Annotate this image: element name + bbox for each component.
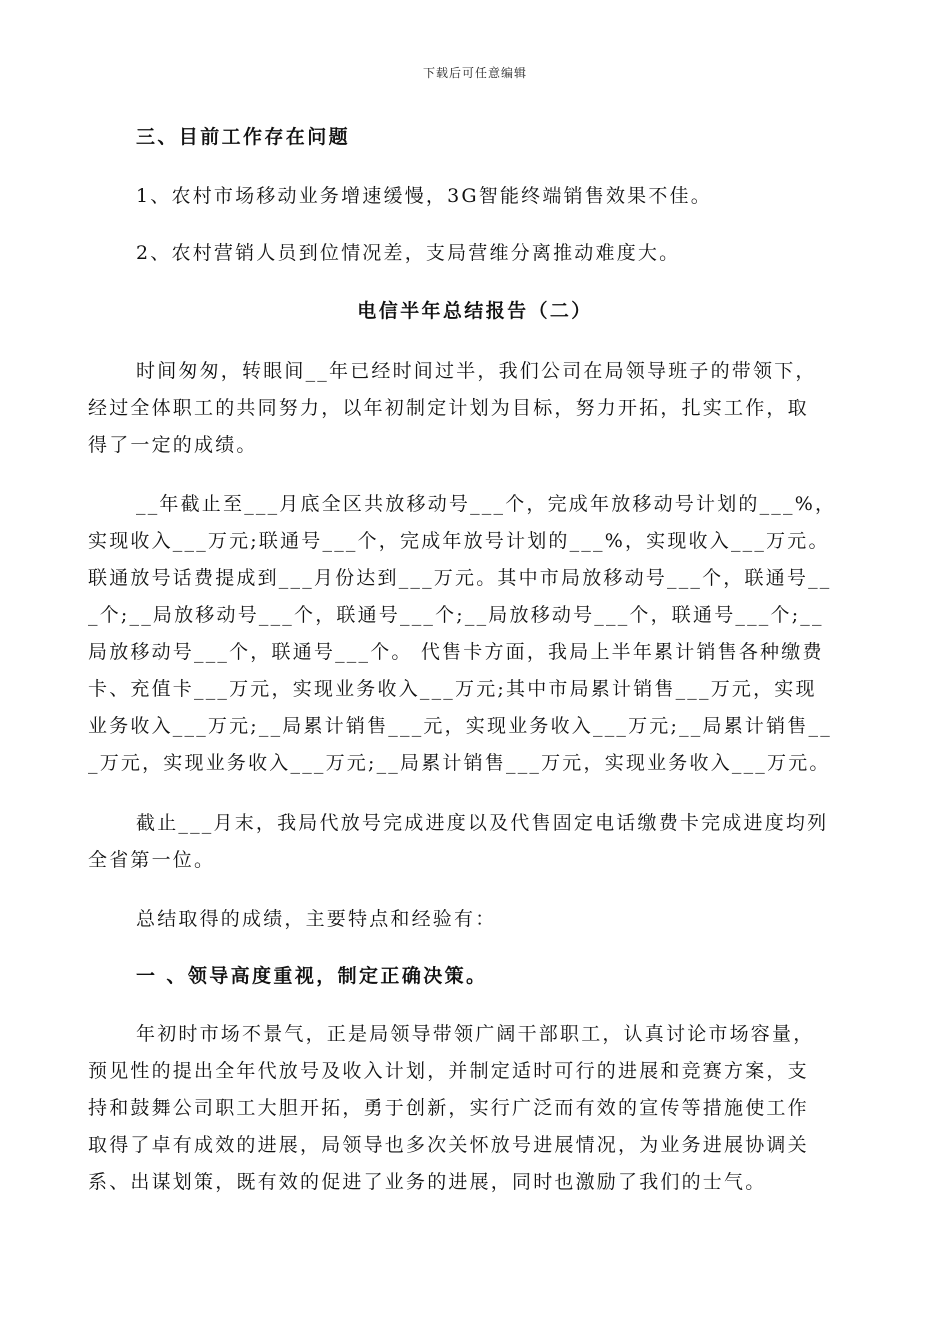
paragraph-line: 经过全体职工的共同努力，以年初制定计划为目标，努力开拓，扎实工作，取 (88, 397, 809, 419)
paragraph-line: 实现收入___万元;联通号___个，完成年放号计划的___%，实现收入___万元。 (88, 530, 830, 552)
paragraph-line: _万元，实现业务收入___万元;__局累计销售___万元，实现业务收入___万元。 (88, 752, 831, 774)
paragraph-line: 预见性的提出全年代放号及收入计划，并制定适时可行的进展和竞赛方案，支 (88, 1060, 809, 1082)
paragraph-line: 卡、充值卡___万元，实现业务收入___万元;其中市局累计销售___万元，实现 (88, 678, 817, 700)
paragraph-line: 截止___月末，我局代放号完成进度以及代售固定电话缴费卡完成进度均列 (136, 812, 829, 834)
paragraph-line: 持和鼓舞公司职工大胆开拓，勇于创新，实行广泛而有效的宣传等措施使工作 (88, 1097, 809, 1119)
paragraph-line: 系、出谋划策，既有效的促进了业务的进展，同时也激励了我们的士气。 (88, 1171, 767, 1193)
paragraph-line: 时间匆匆，转眼间__年已经时间过半，我们公司在局领导班子的带领下， (136, 360, 817, 382)
paragraph-line: 年初时市场不景气，正是局领导带领广阔干部职工，认真讨论市场容量， (136, 1023, 815, 1045)
paragraph-line: _个;__局放移动号___个，联通号___个;__局放移动号___个，联通号___个;__ (88, 604, 824, 626)
subheading: 一 、领导高度重视，制定正确决策。 (136, 965, 488, 987)
paragraph-line: __年截止至___月底全区共放移动号___个，完成年放移动号计划的___%， (136, 493, 837, 515)
paragraph-line: 局放移动号___个，联通号___个。 代售卡方面，我局上半年累计销售各种缴费 (88, 641, 824, 663)
paragraph-line: 全省第一位。 (88, 849, 216, 871)
paragraph-line: 总结取得的成绩，主要特点和经验有： (136, 908, 497, 930)
section-heading: 三、目前工作存在问题 (136, 126, 351, 148)
page-header: 下载后可任意编辑 (422, 66, 527, 80)
problem-item-1: 1、农村市场移动业务增速缓慢，3G智能终端销售效果不佳。 (136, 185, 712, 207)
paragraph-line: 联通放号话费提成到___月份达到___万元。其中市局放移动号___个，联通号__ (88, 567, 832, 589)
paragraph-line: 得了一定的成绩。 (88, 434, 258, 456)
problem-item-2: 2、农村营销人员到位情况差，支局营维分离推动难度大。 (136, 242, 681, 264)
report-title: 电信半年总结报告（二） (357, 300, 593, 322)
paragraph-line: 取得了卓有成效的进展，局领导也多次关怀放号进展情况，为业务进展协调关 (88, 1134, 809, 1156)
paragraph-line: 业务收入___万元;__局累计销售___元，实现业务收入___万元;__局累计销售__ (88, 715, 832, 737)
